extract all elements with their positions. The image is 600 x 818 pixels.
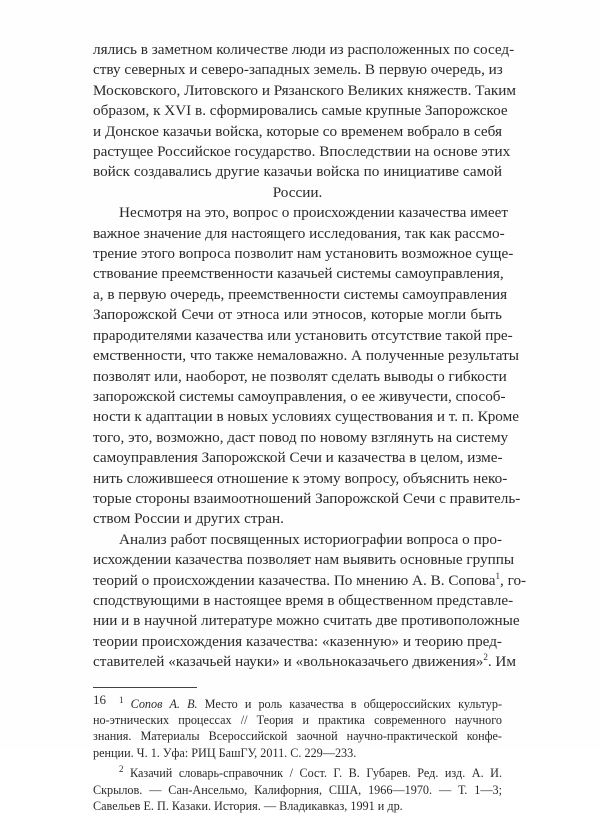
footnote-line: Скрылов. — Сан-Ансельмо, Калифорния, США, 1966—1970. — Т. 1—3; [93, 782, 502, 797]
text-line: растущее Российское государство. Впоследствии на основе этих [93, 143, 511, 161]
footnote-ref-2[interactable]: 2 [483, 652, 488, 663]
text-line: войск создавались другие казачьи войска по инициативе самой [93, 163, 502, 181]
footnote-line: знания. Материалы Всероссийской заочной научно-практической конфе- [93, 729, 502, 744]
text-line: торые стороны взаимоотношений Запорожской Сечи с правитель- [93, 489, 521, 507]
text-line [93, 652, 517, 672]
footnote-2 [93, 765, 502, 814]
text-segment: ставителей «казачьей науки» и «вольноказачьего движения» [93, 653, 484, 671]
text-line: России. [272, 183, 323, 201]
footnote-1 [93, 696, 502, 762]
footnote-ref-1[interactable]: 1 [495, 570, 501, 581]
footnote-line: но-этнических процессах // Теория и практика современного научного [93, 713, 502, 727]
page-content [93, 40, 527, 818]
text-line: сподствующими в настоящее время в общественном представле- [93, 591, 514, 609]
page-number: 16 [93, 692, 106, 707]
text-segment: , го- [500, 571, 527, 589]
footnotes [93, 696, 502, 815]
text-line: лялись в заметном количестве люди из расположенных по сосед- [93, 41, 515, 58]
text-line: Несмотря на это, вопрос о происхождении казачества имеет [119, 204, 509, 222]
text-line: Запорожской Сечи от этноса или этносов, которые могли быть [93, 306, 502, 324]
text-segment: Место и роль казачества в общероссийских культур- [197, 696, 503, 711]
text-line: ству северных и северо-западных земель. В первую очередь, из [93, 61, 503, 79]
text-segment: . Им [487, 653, 517, 671]
paragraph-1 [93, 40, 516, 203]
text-line: образом, к XVI в. сформировались самые крупные Запорожское [93, 102, 508, 120]
text-line: и Донское казачьи войска, которые со временем вобрало в себя [93, 122, 502, 140]
text-line: Анализ работ посвященных историографии вопроса о про- [119, 530, 502, 548]
paragraph-2 [93, 203, 521, 530]
footnote-line [93, 696, 502, 712]
text-line: ством России и других стран. [93, 510, 284, 528]
text-line: ствование преемственности казачьей системы самоуправления, [93, 265, 504, 283]
text-line: исхождении казачества позволяет нам выявить основные группы [93, 551, 515, 569]
body-text [93, 40, 527, 673]
footnote-line: Савельев Е. П. Казаки. История. — Владикавказ, 1991 и др. [93, 799, 403, 814]
text-line: прародителями казачества или установить отсутствие такой пре- [93, 326, 513, 344]
footnote-line [93, 765, 502, 781]
text-line: ности к адаптации в новых условиях существования и т. п. Кроме [93, 408, 519, 426]
text-line: теории происхождения казачества: «казенную» и теорию пред- [93, 632, 502, 650]
text-line: позволят или, наоборот, не позволят сделать выводы о гибкости [93, 367, 507, 385]
text-line: нить сложившееся отношение к этому вопросу, объяснить неко- [93, 469, 508, 487]
footnote-line: ренции. Ч. 1. Уфа: РИЦ БашГУ, 2011. С. 229—233. [93, 745, 357, 760]
text-line: самоуправления Запорожской Сечи и казачества в целом, изме- [93, 449, 503, 467]
text-line: трение этого вопроса позволит нам установить возможное суще- [93, 245, 514, 263]
footnote-number: 2 [119, 764, 124, 775]
text-line: емственности, что также немаловажно. А полученные результаты [93, 347, 519, 365]
text-segment: Казачий словарь-справочник / Сост. Г. В. Губарев. Ред. изд. А. И. [123, 766, 502, 781]
text-line: запорожской системы самоуправления, о ее живучести, способ- [93, 387, 506, 405]
footnote-number: 1 [119, 694, 124, 705]
text-line: важное значение для настоящего исследования, так как рассмо- [93, 224, 505, 242]
text-line: нии и в научной литературе можно считать две противоположные [93, 612, 520, 630]
footnote-author: Сопов А. В. [130, 696, 198, 711]
text-line: а, в первую очередь, преемственности системы самоуправления [93, 285, 508, 303]
paragraph-3 [93, 530, 527, 673]
text-line: Московского, Литовского и Рязанского Великих княжеств. Таким [93, 81, 516, 99]
footnote-divider [93, 687, 197, 688]
text-line [93, 570, 527, 591]
text-line: того, это, возможно, даст повод по новому взглянуть на систему [93, 428, 509, 446]
text-segment: теорий о происхождении казачества. По мнению А. В. Сопова [93, 571, 496, 589]
